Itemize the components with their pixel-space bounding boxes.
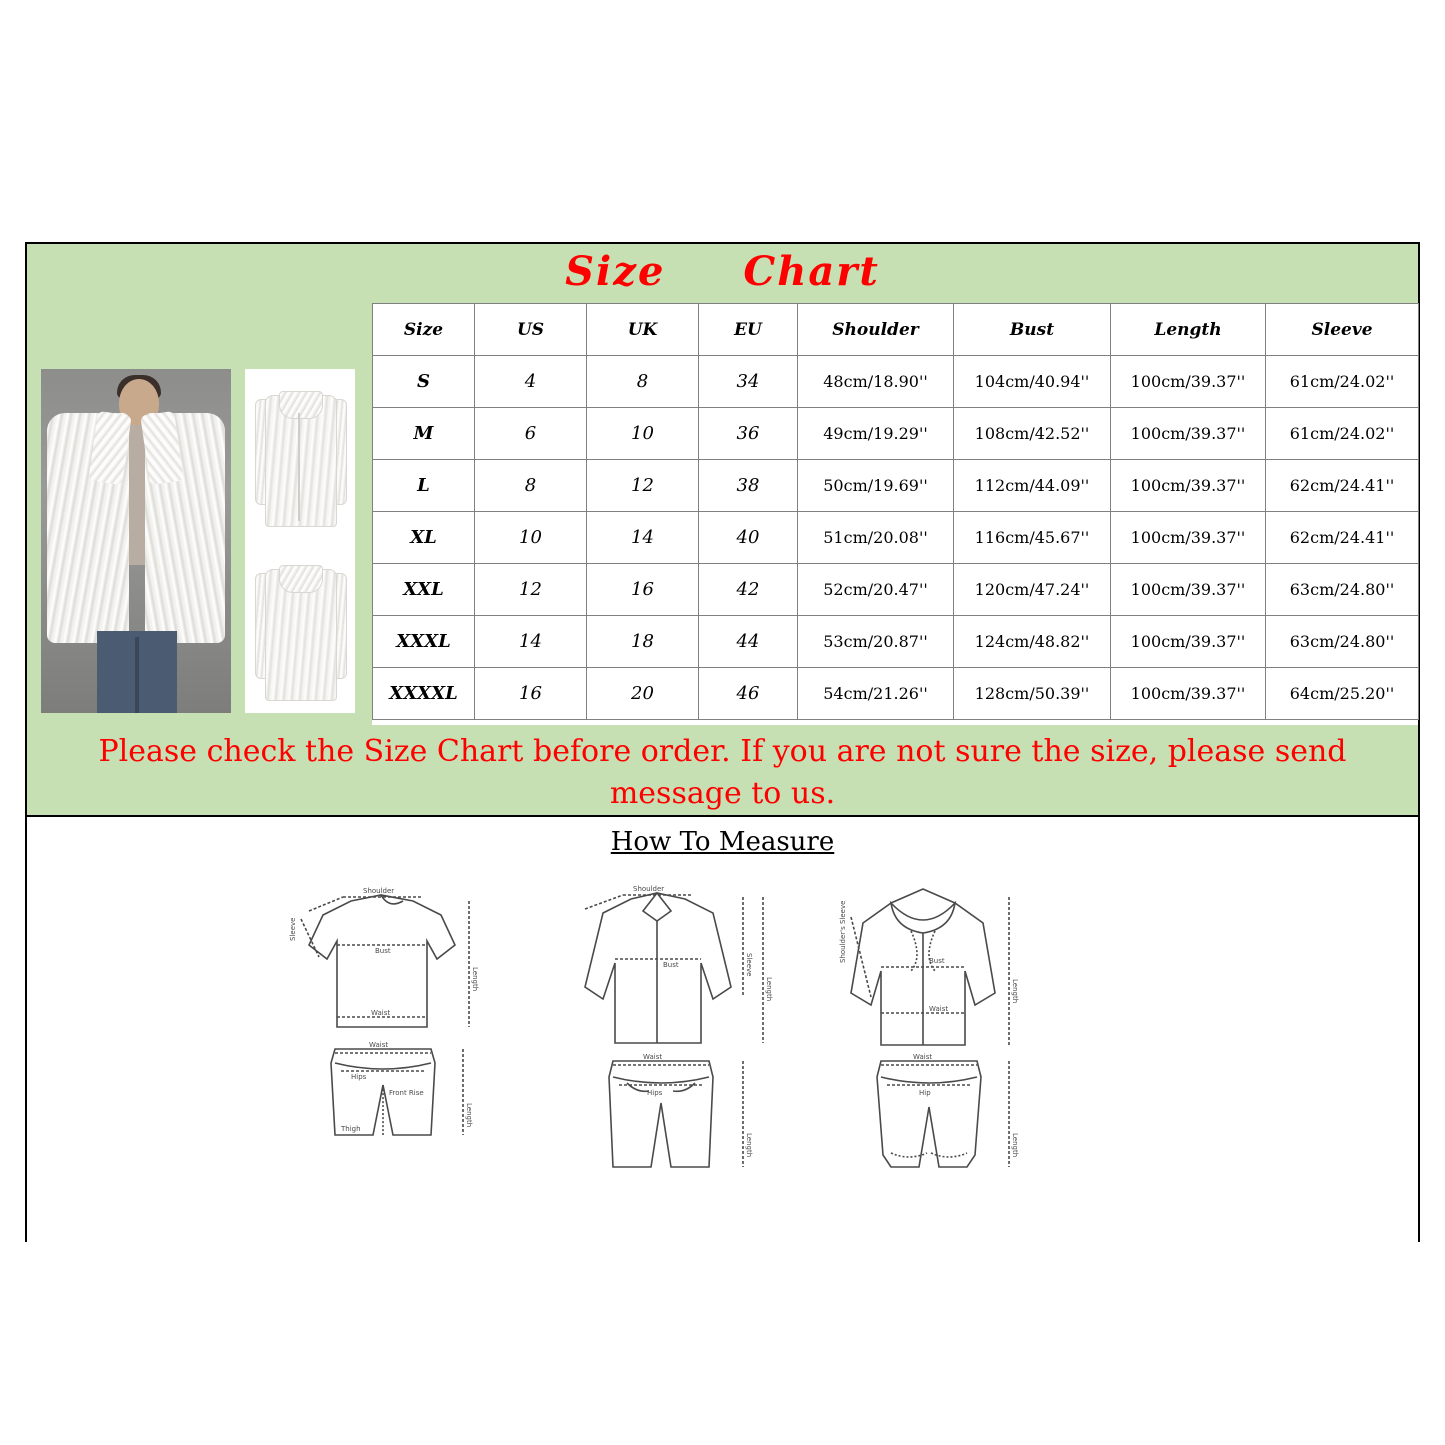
cell-sleeve: 64cm/25.20'' — [1266, 668, 1419, 720]
coat-back-view — [253, 547, 347, 707]
cell-uk: 18 — [587, 616, 699, 668]
col-header-uk: UK — [587, 304, 699, 356]
diagram-hoodie — [839, 889, 1019, 1045]
size-chart-sheet — [25, 242, 1420, 1242]
cell-sleeve: 62cm/24.41'' — [1266, 460, 1419, 512]
cell-us: 14 — [475, 616, 587, 668]
coat-front-placket — [298, 413, 300, 521]
cell-length: 100cm/39.37'' — [1111, 460, 1266, 512]
cell-size: XXXL — [373, 616, 475, 668]
coat-front-collar — [279, 391, 323, 419]
svg-text:Sleeve: Sleeve — [744, 953, 753, 977]
cell-bust: 128cm/50.39'' — [954, 668, 1111, 720]
diagram-jogger — [877, 1053, 1019, 1167]
svg-text:Length: Length — [1010, 979, 1019, 1004]
svg-text:Waist: Waist — [642, 1053, 662, 1061]
cell-uk: 12 — [587, 460, 699, 512]
cell-shoulder: 52cm/20.47'' — [798, 564, 954, 616]
svg-text:Hip: Hip — [918, 1089, 931, 1097]
svg-text:Length: Length — [470, 967, 479, 992]
cell-size: S — [373, 356, 475, 408]
col-header-length: Length — [1111, 304, 1266, 356]
cell-sleeve: 62cm/24.41'' — [1266, 512, 1419, 564]
cell-eu: 40 — [699, 512, 798, 564]
svg-text:Length: Length — [764, 977, 773, 1002]
coat-front-view — [253, 373, 347, 533]
page-title — [27, 248, 1418, 295]
svg-text:Waist: Waist — [912, 1053, 932, 1061]
svg-text:Waist: Waist — [368, 1041, 388, 1049]
title-word-chart: Chart — [743, 248, 880, 295]
table-row — [373, 616, 1419, 668]
coat-back-collar — [279, 565, 323, 593]
svg-text:Front Rise: Front Rise — [388, 1089, 424, 1097]
measurement-diagrams — [27, 867, 1418, 1237]
table-row — [373, 460, 1419, 512]
cell-uk: 10 — [587, 408, 699, 460]
size-table — [372, 303, 1419, 720]
diagram-pants — [609, 1053, 753, 1167]
table-row — [373, 512, 1419, 564]
col-header-shoulder: Shoulder — [798, 304, 954, 356]
notice-text: Please check the Size Chart before order. If you are not sure the size, please send message to us. — [27, 725, 1418, 815]
cell-uk: 14 — [587, 512, 699, 564]
diagram-shirt — [585, 885, 773, 1043]
cell-size: L — [373, 460, 475, 512]
svg-text:Length: Length — [464, 1103, 473, 1128]
table-row — [373, 408, 1419, 460]
svg-text:Bust: Bust — [928, 957, 945, 965]
table-row — [373, 356, 1419, 408]
cell-us: 12 — [475, 564, 587, 616]
cell-us: 8 — [475, 460, 587, 512]
svg-text:Waist: Waist — [370, 1009, 390, 1017]
table-header-row — [373, 304, 1419, 356]
cell-eu: 42 — [699, 564, 798, 616]
cell-length: 100cm/39.37'' — [1111, 668, 1266, 720]
cell-shoulder: 54cm/21.26'' — [798, 668, 954, 720]
col-header-sleeve: Sleeve — [1266, 304, 1419, 356]
cell-uk: 8 — [587, 356, 699, 408]
cell-uk: 20 — [587, 668, 699, 720]
cell-length: 100cm/39.37'' — [1111, 616, 1266, 668]
cell-sleeve: 63cm/24.80'' — [1266, 564, 1419, 616]
cell-size: XXXXL — [373, 668, 475, 720]
cell-size: M — [373, 408, 475, 460]
cell-shoulder: 53cm/20.87'' — [798, 616, 954, 668]
svg-text:Sleeve: Sleeve — [288, 917, 297, 941]
diagram-tshirt — [289, 887, 479, 1027]
cell-us: 4 — [475, 356, 587, 408]
col-header-us: US — [475, 304, 587, 356]
model-jeans — [97, 631, 177, 713]
cell-us: 16 — [475, 668, 587, 720]
cell-bust: 108cm/42.52'' — [954, 408, 1111, 460]
svg-text:Hips: Hips — [350, 1073, 366, 1081]
cell-length: 100cm/39.37'' — [1111, 356, 1266, 408]
cell-eu: 36 — [699, 408, 798, 460]
cell-length: 100cm/39.37'' — [1111, 512, 1266, 564]
cell-bust: 104cm/40.94'' — [954, 356, 1111, 408]
cell-bust: 124cm/48.82'' — [954, 616, 1111, 668]
svg-text:Bust: Bust — [374, 947, 391, 955]
cell-bust: 112cm/44.09'' — [954, 460, 1111, 512]
cell-eu: 44 — [699, 616, 798, 668]
size-table-container — [372, 303, 1418, 725]
diagram-shorts — [331, 1041, 473, 1135]
cell-sleeve: 63cm/24.80'' — [1266, 616, 1419, 668]
cell-uk: 16 — [587, 564, 699, 616]
measurement-diagram-svg — [223, 867, 1223, 1227]
svg-text:Waist: Waist — [928, 1005, 948, 1013]
svg-text:Thigh: Thigh — [340, 1125, 361, 1133]
svg-text:Hips: Hips — [646, 1089, 662, 1097]
title-band — [27, 244, 1418, 303]
cell-sleeve: 61cm/24.02'' — [1266, 356, 1419, 408]
how-to-measure-title: How To Measure — [610, 827, 835, 857]
cell-us: 6 — [475, 408, 587, 460]
cell-shoulder: 49cm/19.29'' — [798, 408, 954, 460]
how-to-measure-section — [27, 815, 1418, 1243]
svg-text:Shoulder: Shoulder — [362, 887, 394, 895]
svg-text:Length: Length — [1010, 1133, 1019, 1158]
product-photo-model — [41, 369, 231, 713]
table-row — [373, 564, 1419, 616]
cell-eu: 38 — [699, 460, 798, 512]
product-image-column — [27, 303, 372, 725]
svg-text:Shoulder: Shoulder — [632, 885, 664, 893]
col-header-eu: EU — [699, 304, 798, 356]
cell-length: 100cm/39.37'' — [1111, 408, 1266, 460]
title-word-size: Size — [565, 248, 666, 295]
chart-body — [27, 303, 1418, 725]
svg-text:Bust: Bust — [662, 961, 679, 969]
cell-shoulder: 50cm/19.69'' — [798, 460, 954, 512]
table-row — [373, 668, 1419, 720]
cell-us: 10 — [475, 512, 587, 564]
col-header-bust: Bust — [954, 304, 1111, 356]
cell-sleeve: 61cm/24.02'' — [1266, 408, 1419, 460]
cell-eu: 34 — [699, 356, 798, 408]
svg-text:Length: Length — [744, 1133, 753, 1158]
cell-size: XL — [373, 512, 475, 564]
cell-shoulder: 48cm/18.90'' — [798, 356, 954, 408]
cell-bust: 120cm/47.24'' — [954, 564, 1111, 616]
cell-bust: 116cm/45.67'' — [954, 512, 1111, 564]
cell-shoulder: 51cm/20.08'' — [798, 512, 954, 564]
cell-size: XXL — [373, 564, 475, 616]
cell-length: 100cm/39.37'' — [1111, 564, 1266, 616]
product-photo-flatlays — [245, 369, 355, 713]
svg-text:Shoulder's Sleeve: Shoulder's Sleeve — [838, 900, 847, 963]
cell-eu: 46 — [699, 668, 798, 720]
col-header-size: Size — [373, 304, 475, 356]
